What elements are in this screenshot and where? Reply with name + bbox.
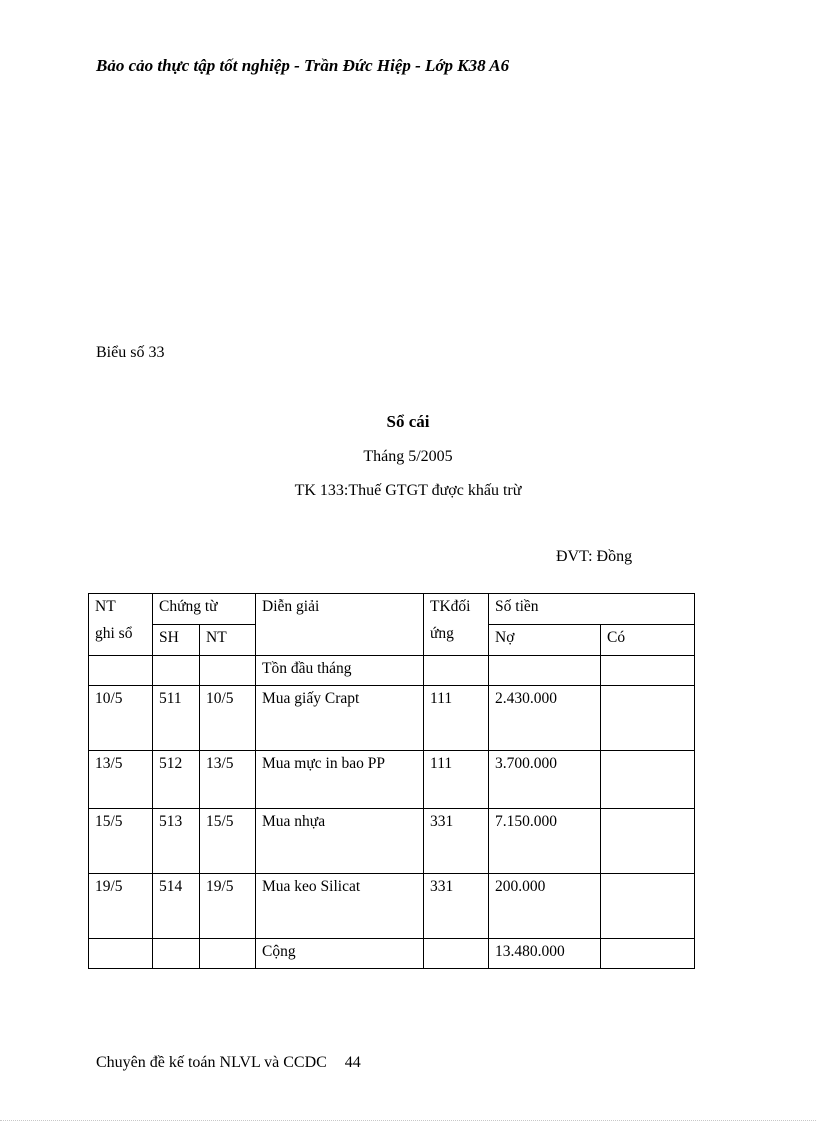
ledger-account: TK 133:Thuế GTGT được khấu trừ xyxy=(294,482,522,499)
row-credit xyxy=(601,874,695,939)
cell-empty xyxy=(200,939,256,969)
cell-empty xyxy=(153,939,200,969)
row-date: 15/5 xyxy=(89,809,153,874)
row-description: Mua giấy Crapt xyxy=(256,686,424,751)
row-nt: 19/5 xyxy=(200,874,256,939)
header-nt-line1: NT xyxy=(95,598,116,615)
page-header: Bảo cảo thực tập tốt nghiệp - Trần Đức Hiệp - Lớp K38 A6 xyxy=(96,56,510,75)
ledger-month: Tháng 5/2005 xyxy=(363,448,453,465)
row-date: 19/5 xyxy=(89,874,153,939)
row-sh: 513 xyxy=(153,809,200,874)
row-debit: 2.430.000 xyxy=(489,686,601,751)
cell-empty xyxy=(489,656,601,686)
currency-unit: ĐVT: Đồng xyxy=(556,548,633,565)
row-credit xyxy=(601,686,695,751)
cell-empty xyxy=(200,656,256,686)
row-sh: 511 xyxy=(153,686,200,751)
row-date: 10/5 xyxy=(89,686,153,751)
cell-empty xyxy=(424,656,489,686)
row-sh: 512 xyxy=(153,751,200,809)
table-row xyxy=(89,686,695,751)
total-label: Cộng xyxy=(256,939,424,969)
header-so-tien: Số tiền xyxy=(489,594,695,625)
table-row xyxy=(89,751,695,809)
row-date: 13/5 xyxy=(89,751,153,809)
cell-empty xyxy=(153,656,200,686)
row-nt: 10/5 xyxy=(200,686,256,751)
row-account: 111 xyxy=(424,751,489,809)
header-sh: SH xyxy=(153,625,200,656)
row-debit: 200.000 xyxy=(489,874,601,939)
row-account: 331 xyxy=(424,809,489,874)
row-account: 331 xyxy=(424,874,489,939)
header-chung-tu: Chứng từ xyxy=(153,594,256,625)
row-description: Mua nhựa xyxy=(256,809,424,874)
ledger-table xyxy=(88,593,695,969)
row-nt: 15/5 xyxy=(200,809,256,874)
header-dien-giai: Diễn giải xyxy=(256,594,424,656)
row-sh: 514 xyxy=(153,874,200,939)
row-debit: 3.700.000 xyxy=(489,751,601,809)
form-number: Biểu số 33 xyxy=(96,344,165,361)
page-footer xyxy=(96,1054,361,1072)
row-account: 111 xyxy=(424,686,489,751)
header-nt-line2: ghi sổ xyxy=(95,625,133,642)
header-tk-doi-ung xyxy=(424,594,489,656)
opening-label: Tồn đầu tháng xyxy=(256,656,424,686)
total-debit: 13.480.000 xyxy=(489,939,601,969)
table-row xyxy=(89,809,695,874)
footer-text: Chuyên đề kế toán NLVL và CCDC xyxy=(96,1054,327,1071)
header-row-1 xyxy=(89,594,695,625)
row-nt: 13/5 xyxy=(200,751,256,809)
cell-empty xyxy=(424,939,489,969)
header-co: Có xyxy=(601,625,695,656)
row-credit xyxy=(601,809,695,874)
row-description: Mua keo Silicat xyxy=(256,874,424,939)
header-nt: NT xyxy=(200,625,256,656)
opening-balance-row xyxy=(89,656,695,686)
total-row xyxy=(89,939,695,969)
ledger-title: Sổ cái xyxy=(386,412,430,431)
page-number: 44 xyxy=(344,1054,361,1071)
row-debit: 7.150.000 xyxy=(489,809,601,874)
page-bottom-rule xyxy=(0,1120,816,1121)
cell-empty xyxy=(89,939,153,969)
table-row xyxy=(89,874,695,939)
header-tk-line1: TKđối xyxy=(430,598,471,615)
cell-empty xyxy=(601,939,695,969)
header-tk-line2: ứng xyxy=(430,625,454,642)
row-credit xyxy=(601,751,695,809)
header-nt-ghi-so xyxy=(89,594,153,656)
header-no: Nợ xyxy=(489,625,601,656)
cell-empty xyxy=(89,656,153,686)
cell-empty xyxy=(601,656,695,686)
row-description: Mua mực in bao PP xyxy=(256,751,424,809)
